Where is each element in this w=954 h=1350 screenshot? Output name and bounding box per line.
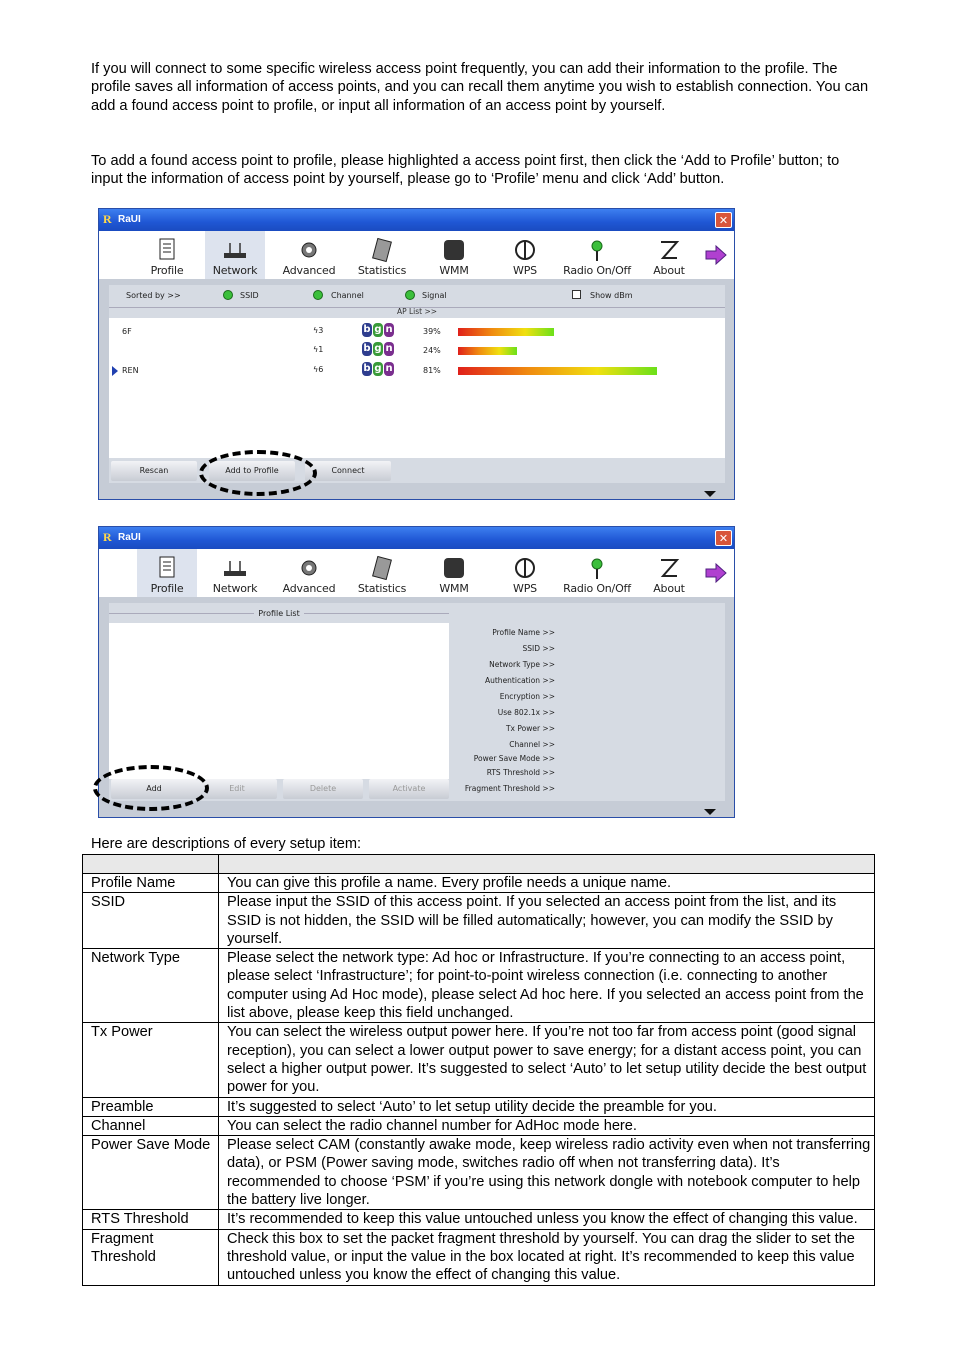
table-row: Tx Power You can select the wireless output power here. If you’re not too far from access point (good signal reception), you can select a lower output power to save energy; for a distant access point, you can select a higher output power. It’s suggested to select ‘Auto’ to let setup utility decide the best output power for you.	[83, 1023, 875, 1097]
sort-ssid-radio[interactable]	[223, 290, 233, 300]
tab-profile[interactable]: Profile	[137, 231, 197, 279]
intro-paragraph-2: To add a found access point to profile, please highlighted a access point first, then click the ‘Add to Profile’ button; to input the information of access point by yourself, please go to ‘Profile’ menu and click ‘Add’ button.	[91, 153, 840, 188]
tab-statistics[interactable]: Statistics	[352, 231, 412, 279]
gear-icon	[296, 555, 322, 581]
table-row: SSID Please input the SSID of this access point. If you selected an access point from the list, and its SSID is not hidden, the SSID will be filled automatically; however, you can modify the SSID by yourself.	[83, 893, 875, 949]
raui-window-network	[98, 208, 735, 500]
ap-signal-bar	[458, 367, 657, 375]
field-label: Tx Power >>	[505, 724, 555, 733]
table-header-row	[83, 855, 875, 874]
field-label: RTS Threshold >>	[486, 768, 555, 777]
show-dbm-label: Show dBm	[590, 291, 633, 300]
activate-button[interactable]: Activate	[369, 779, 449, 799]
network-icon	[222, 555, 248, 581]
ap-signal: 24%	[423, 346, 441, 355]
ap-signal: 39%	[423, 327, 441, 336]
tab-wmm[interactable]: WMM	[424, 549, 484, 597]
ap-ssid: REN	[122, 366, 139, 375]
profile-list-title: Profile List	[109, 609, 449, 618]
ap-list	[109, 318, 725, 458]
tab-advanced[interactable]: Advanced	[279, 231, 339, 279]
ap-list-label: AP List >>	[396, 307, 438, 316]
wmm-icon	[441, 555, 467, 581]
raui-window-profile	[98, 526, 735, 818]
field-label: SSID >>	[522, 644, 555, 653]
ap-ssid: 6F	[122, 327, 132, 336]
ap-signal-bar	[458, 328, 554, 336]
profile-fields	[449, 627, 555, 799]
tab-statistics[interactable]: Statistics	[352, 549, 412, 597]
tab-wmm[interactable]: WMM	[424, 231, 484, 279]
sort-channel-radio[interactable]	[313, 290, 323, 300]
desc-intro: Here are descriptions of every setup item:	[91, 836, 362, 852]
tab-network[interactable]: Network	[205, 231, 265, 279]
highlight-circle	[199, 450, 317, 496]
arrow-right-icon[interactable]	[704, 243, 728, 267]
field-label: Use 802.1x >>	[497, 708, 555, 717]
table-row: Power Save Mode Please select CAM (constantly awake mode, keep wireless radio activity even when not transferring data), or PSM (Power saving mode, switches radio off when not transferring data). It’s recommended to choose ‘PSM’ if you’re using this network dongle with notebook computer to help the battery live longer.	[83, 1136, 875, 1210]
app-logo: R	[103, 212, 112, 226]
close-button[interactable]: ✕	[715, 212, 732, 228]
highlight-circle	[93, 765, 209, 811]
ap-row[interactable]	[109, 322, 725, 340]
wps-icon	[512, 555, 538, 581]
ap-modes: b g n	[363, 363, 393, 374]
tab-radio-on-off[interactable]: Radio On/Off	[567, 549, 627, 597]
field-label: Fragment Threshold >>	[464, 784, 555, 793]
sort-signal-label: Signal	[422, 291, 447, 300]
table-row: Network Type Please select the network type: Ad hoc or Infrastructure. If you’re connecting to an access point, please select ‘Infrastructure’; for point-to-point wireless connection (i.e. connecting to another computer using Ad Hoc mode), please select Ad hoc here. If you selected an access point from the list above, please keep this field unchanged.	[83, 949, 875, 1023]
ap-channel: ϟ1	[313, 345, 324, 354]
table-row: Fragment Threshold Check this box to set the packet fragment threshold by yourself. You can drag the slider to set the threshold value, or input the value in the box located at right. It’s recommended to keep this value untouched unless you know the effect of changing this value.	[83, 1229, 875, 1285]
show-dbm-checkbox[interactable]	[572, 290, 581, 299]
wmm-icon	[441, 237, 467, 263]
tab-radio-on-off[interactable]: Radio On/Off	[567, 231, 627, 279]
title-bar	[99, 527, 734, 549]
tab-about[interactable]: About	[639, 231, 699, 279]
sort-ssid-label: SSID	[240, 291, 259, 300]
add-to-profile-button[interactable]: Add to Profile	[209, 461, 295, 481]
network-icon	[222, 237, 248, 263]
chevron-down-icon[interactable]	[704, 491, 716, 497]
field-label: Encryption >>	[499, 692, 555, 701]
app-logo: R	[103, 530, 112, 544]
ap-row[interactable]	[109, 341, 725, 359]
field-label: Channel >>	[509, 740, 555, 749]
field-label: Profile Name >>	[492, 628, 555, 637]
ap-row-selected[interactable]	[109, 361, 725, 379]
profile-panel	[109, 603, 725, 801]
arrow-right-icon[interactable]	[704, 561, 728, 585]
about-icon	[656, 555, 682, 581]
tab-wps[interactable]: WPS	[495, 549, 555, 597]
about-icon	[656, 237, 682, 263]
ap-modes: b g n	[363, 324, 393, 335]
table-row: Channel You can select the radio channel number for AdHoc mode here.	[83, 1116, 875, 1135]
radio-icon	[584, 237, 610, 263]
calculator-icon	[369, 555, 395, 581]
sort-signal-radio[interactable]	[405, 290, 415, 300]
toolbar	[99, 549, 734, 597]
field-label: Power Save Mode >>	[473, 754, 555, 763]
table-row: RTS Threshold It’s recommended to keep this value untouched unless you know the effect of changing this value.	[83, 1210, 875, 1229]
edit-button[interactable]: Edit	[197, 779, 277, 799]
tab-about[interactable]: About	[639, 549, 699, 597]
chevron-down-icon[interactable]	[704, 809, 716, 815]
intro-paragraph-1: If you will connect to some specific wireless access point frequently, you can add their information to the profile. The profile saves all information of access points, and you can recall them anytime you wish to establish connection. You can add a found access point to profile, or input all information of an access point by yourself.	[91, 61, 869, 114]
gear-icon	[296, 237, 322, 263]
radio-icon	[584, 555, 610, 581]
tab-wps[interactable]: WPS	[495, 231, 555, 279]
wps-icon	[512, 237, 538, 263]
tab-network[interactable]: Network	[205, 549, 265, 597]
tab-advanced[interactable]: Advanced	[279, 549, 339, 597]
ap-signal-bar	[458, 347, 517, 355]
sorted-by-label: Sorted by >>	[126, 291, 181, 300]
table-row: Profile Name You can give this profile a name. Every profile needs a unique name.	[83, 874, 875, 893]
sort-channel-label: Channel	[331, 291, 364, 300]
title-bar	[99, 209, 734, 231]
add-button[interactable]: Add	[111, 779, 197, 799]
delete-button[interactable]: Delete	[283, 779, 363, 799]
close-button[interactable]: ✕	[715, 530, 732, 546]
ap-channel: ϟ6	[313, 365, 324, 374]
selected-indicator-icon	[112, 366, 118, 376]
rescan-button[interactable]: Rescan	[111, 461, 197, 481]
window-title: RaUI	[118, 532, 141, 543]
ap-signal: 81%	[423, 366, 441, 375]
sort-bar	[109, 285, 725, 308]
profile-icon	[154, 237, 180, 263]
calculator-icon	[369, 237, 395, 263]
profile-icon	[154, 555, 180, 581]
profile-list[interactable]	[109, 623, 449, 779]
setup-items-table	[82, 854, 875, 1286]
network-panel	[109, 285, 725, 483]
field-label: Authentication >>	[484, 676, 555, 685]
tab-profile[interactable]: Profile	[137, 549, 197, 597]
table-row: Preamble It’s suggested to select ‘Auto’ to let setup utility decide the preamble for you.	[83, 1097, 875, 1116]
window-title: RaUI	[118, 214, 141, 225]
ap-modes: b g n	[363, 343, 393, 354]
field-label: Network Type >>	[489, 660, 555, 669]
connect-button[interactable]: Connect	[305, 461, 391, 481]
ap-channel: ϟ3	[313, 326, 324, 335]
toolbar	[99, 231, 734, 279]
